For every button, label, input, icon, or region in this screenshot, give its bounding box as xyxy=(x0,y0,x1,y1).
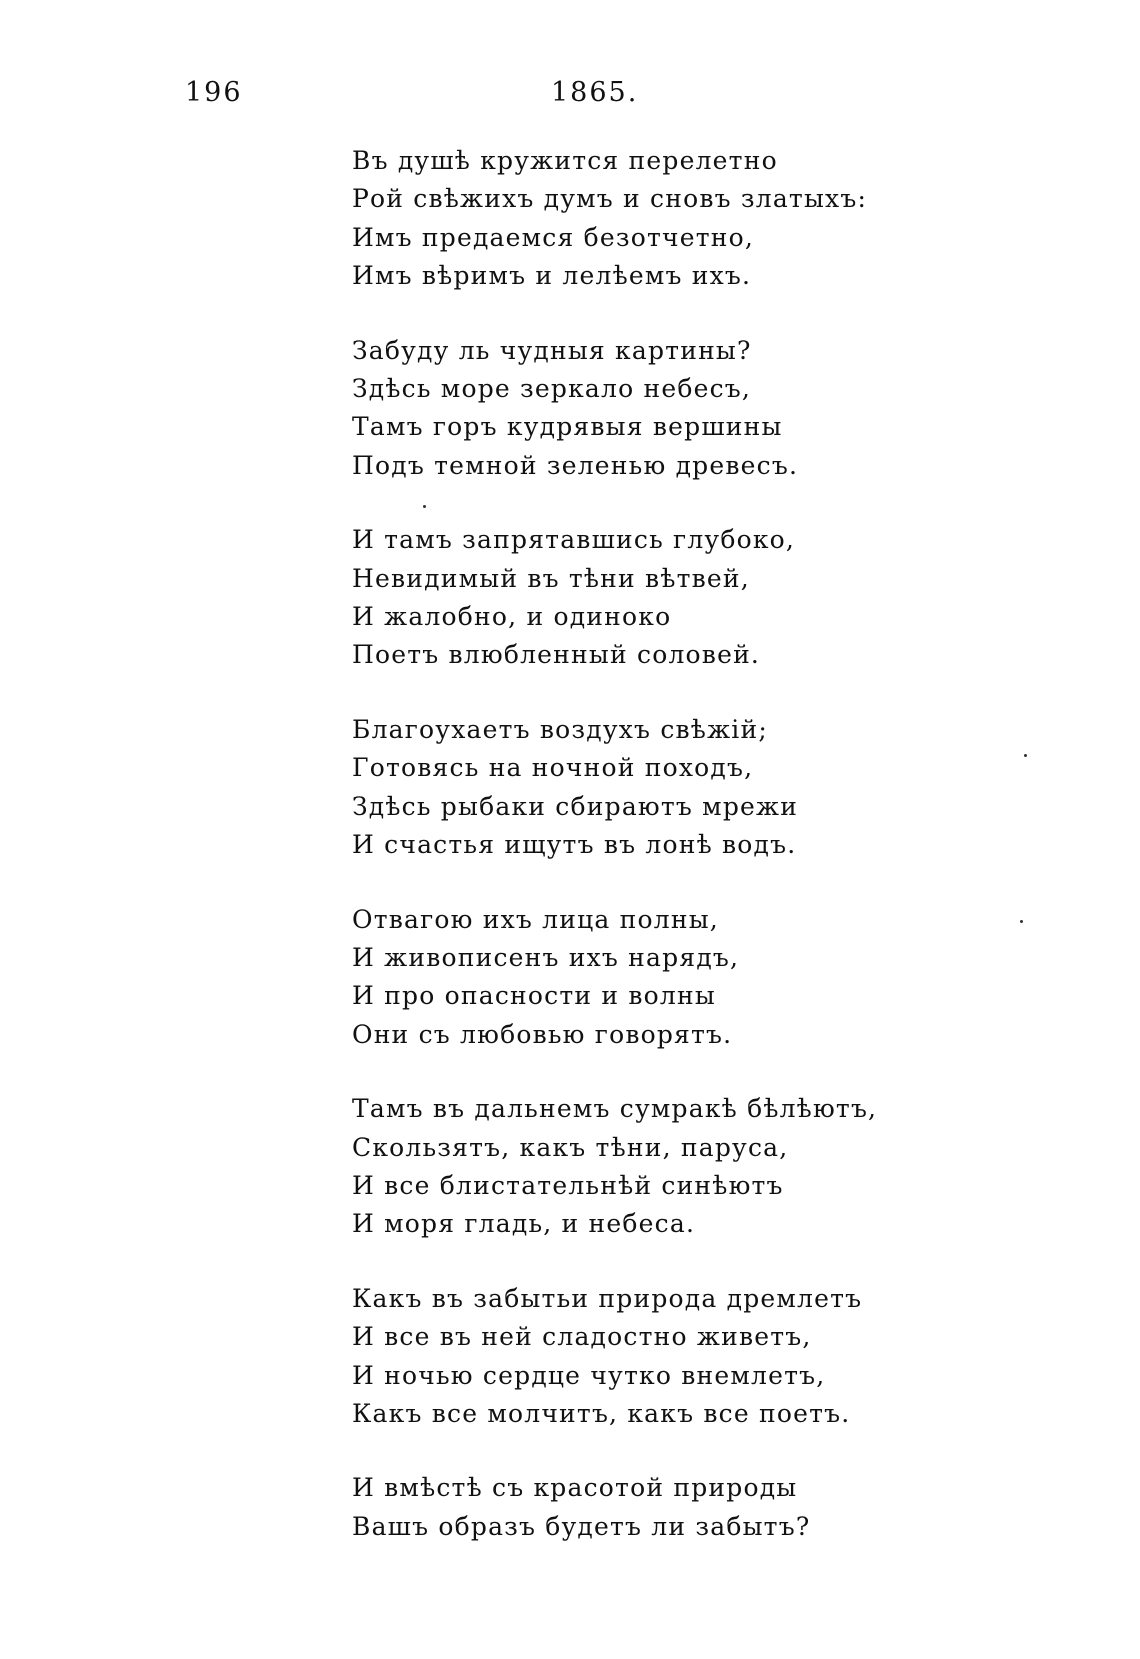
running-head-year: 1865. xyxy=(551,77,639,108)
poem-line: Здѣсь рыбаки сбираютъ мрежи xyxy=(352,791,799,821)
poem-line: Рой свѣжихъ думъ и сновъ златыхъ: xyxy=(352,184,868,214)
stanza xyxy=(352,521,1112,675)
poem-line: Вашъ образъ будетъ ли забытъ? xyxy=(352,1511,811,1541)
poem-line: И все въ ней сладостно живетъ, xyxy=(352,1322,812,1352)
print-speck xyxy=(1024,754,1027,757)
poem-line: И тамъ запрятавшись глубоко, xyxy=(352,525,796,555)
stanza xyxy=(352,1090,1112,1244)
poem-line: И про опасности и волны xyxy=(352,981,716,1011)
poem-line: Тамъ горъ кудрявыя вершины xyxy=(352,412,783,442)
poem-line: И ночью сердце чутко внемлетъ, xyxy=(352,1360,826,1390)
stanza xyxy=(352,1469,1112,1546)
stanza xyxy=(352,332,1112,486)
poem-line: Забуду ль чудныя картины? xyxy=(352,335,752,365)
poem-line: И вмѣстѣ съ красотой природы xyxy=(352,1473,798,1503)
poem-line: Невидимый въ тѣни вѣтвей, xyxy=(352,563,750,593)
poem-line: Здѣсь море зеркало небесъ, xyxy=(352,374,752,404)
poem-line: Они съ любовью говорятъ. xyxy=(352,1019,733,1049)
poem-line: Скользятъ, какъ тѣни, паруса, xyxy=(352,1132,789,1162)
poem-line: И живописенъ ихъ нарядъ, xyxy=(352,942,740,972)
poem-line: И жалобно, и одиноко xyxy=(352,602,672,632)
poem-line: Въ душѣ кружится перелетно xyxy=(352,146,778,175)
print-speck xyxy=(1020,920,1023,923)
stanza xyxy=(352,142,1112,296)
stanza xyxy=(352,901,1112,1055)
poem-line: Готовясь на ночной походъ, xyxy=(352,753,754,783)
poem-line: Имъ предаемся безотчетно, xyxy=(352,222,754,252)
poem-line: И все блистательнѣй синѣютъ xyxy=(352,1170,784,1200)
poem-line: И счастья ищутъ въ лонѣ водъ. xyxy=(352,830,797,860)
poem-line: Какъ все молчитъ, какъ все поетъ. xyxy=(352,1398,851,1428)
poem-line: Имъ вѣримъ и лелѣемъ ихъ. xyxy=(352,261,752,291)
poem-line: И моря гладь, и небеса. xyxy=(352,1209,696,1239)
stanza xyxy=(352,1280,1112,1434)
page-number: 196 xyxy=(185,77,243,108)
poem-line: Отвагою ихъ лица полны, xyxy=(352,904,719,934)
poem-line: Какъ въ забытьи природа дремлетъ xyxy=(352,1283,863,1313)
poem-body xyxy=(352,142,1112,1582)
print-speck xyxy=(423,505,426,508)
stanza xyxy=(352,711,1112,865)
poem-line: Благоухаетъ воздухъ свѣжій; xyxy=(352,714,768,744)
poem-line: Тамъ въ дальнемъ сумракѣ бѣлѣютъ, xyxy=(352,1094,878,1124)
poem-line: Поетъ влюбленный соловей. xyxy=(352,640,761,670)
poem-line: Подъ темной зеленью древесъ. xyxy=(352,450,799,480)
